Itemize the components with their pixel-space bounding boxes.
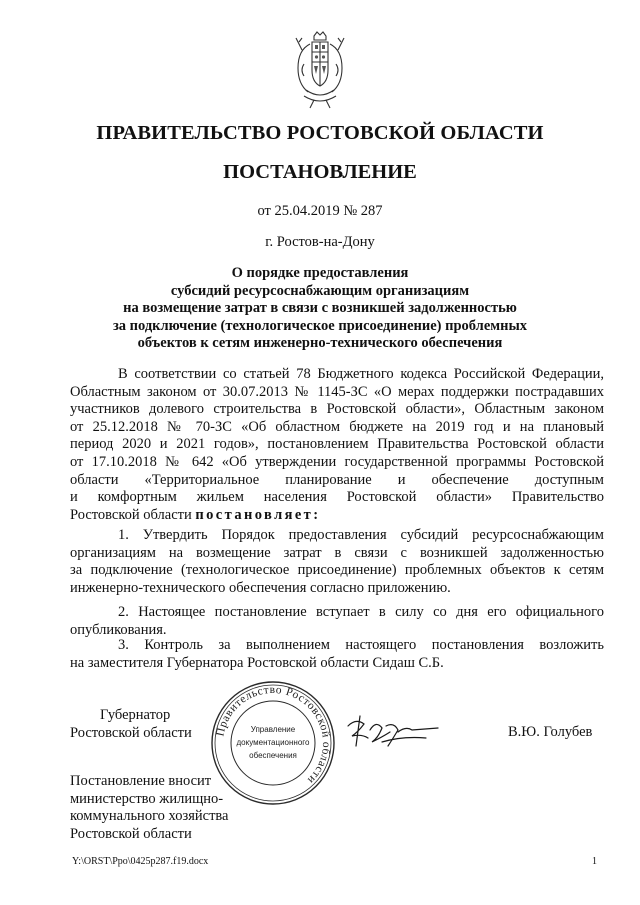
introduced-by-line: Постановление вносит	[70, 773, 212, 789]
page-number: 1	[592, 856, 597, 867]
preamble-line: от 17.10.2018 № 642 «Об утверждении государственной программы Ростовской	[70, 453, 604, 470]
subject-line: на возмещение затрат в связи с возникшей задолженностью	[123, 300, 517, 317]
preamble-line: участников долевого строительства в Ростовской области», Областным законом	[70, 401, 604, 418]
introduced-by-line: министерство жилищно-	[70, 790, 224, 807]
item-line: на заместителя Губернатора Ростовской области Сидаш С.Б.	[70, 654, 444, 671]
stamp-ring-text: Правительство Ростовской области	[214, 683, 333, 787]
introduced-by-line: Ростовской области	[70, 825, 192, 842]
preamble-line: области «Территориальное планирование и обеспечение доступным	[70, 471, 604, 488]
item-3	[70, 637, 604, 672]
position-line: Губернатор	[100, 707, 171, 723]
item-line: 1. Утвердить Порядок предоставления субсидий ресурсоснабжающим	[118, 527, 604, 543]
coat-of-arms-emblem	[288, 30, 352, 110]
preamble-last-text: Ростовской области	[70, 506, 192, 523]
subject-line: объектов к сетям инженерно-технического обеспечения	[137, 335, 503, 352]
organization-title: ПРАВИТЕЛЬСТВО РОСТОВСКОЙ ОБЛАСТИ	[96, 122, 544, 144]
item-line: инженерно-технического обеспечения согласно приложению.	[70, 579, 451, 596]
date-number: от 25.04.2019 № 287	[257, 203, 383, 219]
document-subject	[70, 265, 570, 353]
item-line: организациям на возмещение затрат в связи с возникшей задолженностью	[70, 544, 604, 561]
preamble-line: В соответствии со статьей 78 Бюджетного кодекса Российской Федерации,	[118, 366, 604, 382]
handwritten-signature	[342, 712, 452, 754]
introduced-by-line: коммунального хозяйства	[70, 808, 229, 825]
subject-line: О порядке предоставления	[231, 265, 409, 281]
preamble-line: период 2020 и 2021 годов», постановлением Правительства Ростовской области	[70, 436, 604, 453]
preamble-line: Областным законом от 30.07.2013 № 1145-ЗС «О мерах поддержки пострадавших	[70, 383, 604, 400]
preamble-paragraph	[70, 366, 604, 524]
signatory-position	[70, 706, 192, 742]
subject-line: субсидий ресурсоснабжающим организациям	[170, 282, 470, 299]
item-2	[70, 604, 604, 639]
preamble-line: от 25.12.2018 № 70-ЗС «Об областном бюджете на 2019 год и на плановый	[70, 418, 604, 435]
subject-line: за подключение (технологическое присоединение) проблемных	[112, 317, 528, 334]
decree-word: постановляет:	[195, 506, 321, 523]
position-line: Ростовской области	[70, 725, 192, 741]
item-line: опубликования.	[70, 621, 167, 638]
document-type: ПОСТАНОВЛЕНИЕ	[223, 161, 417, 183]
stamp-center-line: Управление	[250, 725, 296, 734]
preamble-line-final	[70, 507, 604, 525]
preamble-line: и комфортным жильем населения Ростовской области» Правительство	[70, 489, 604, 506]
item-line: 3. Контроль за выполнением настоящего постановления возложить	[118, 637, 604, 653]
item-line: за подключение (технологическое присоединение) проблемных объектов к сетям	[70, 562, 604, 579]
stamp-center-line: обеспечения	[249, 751, 297, 760]
official-stamp	[210, 680, 336, 806]
stamp-center-line: документационного	[236, 738, 310, 747]
item-line: 2. Настоящее постановление вступает в силу со дня его официального	[118, 604, 604, 620]
signatory-name: В.Ю. Голубев	[508, 724, 593, 740]
item-1	[70, 527, 604, 597]
introduced-by	[70, 773, 229, 843]
footer-file-path: Y:\ORST\Ppo\0425p287.f19.docx	[72, 856, 209, 867]
city: г. Ростов-на-Дону	[265, 234, 375, 250]
